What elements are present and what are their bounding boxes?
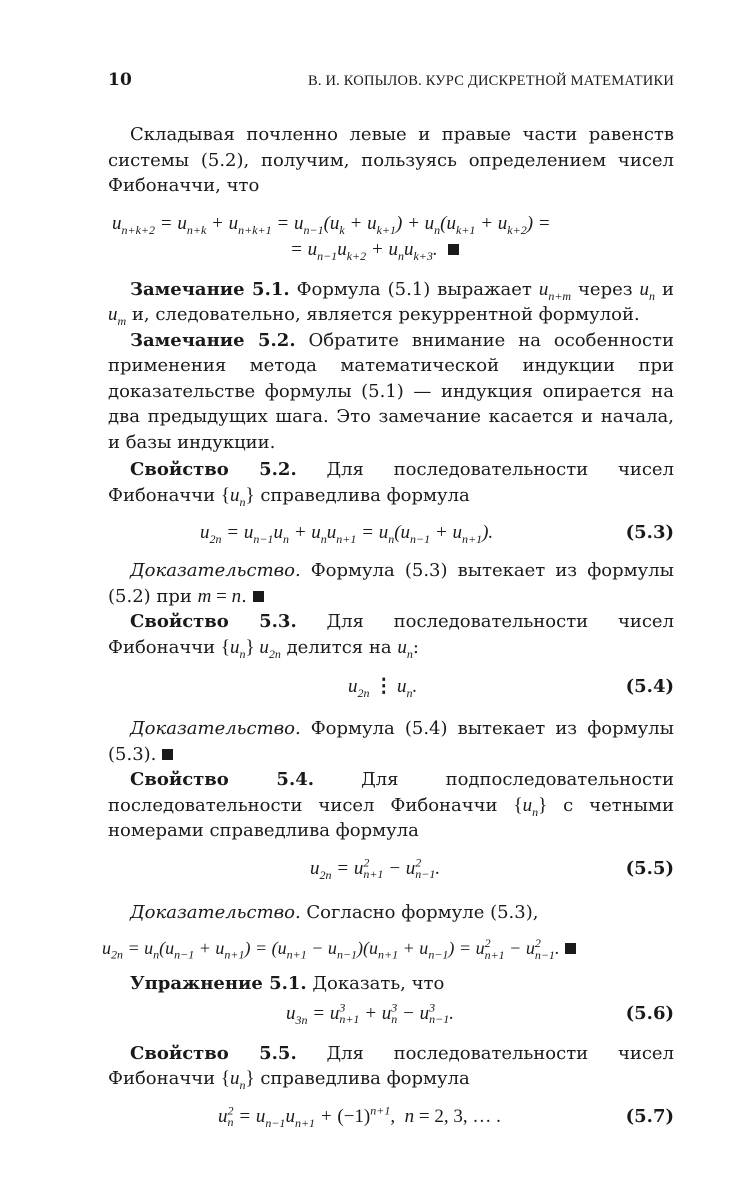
- end-of-proof-mark: [162, 749, 173, 760]
- property-5-3-text: Для последовательности чисел Фибоначчи: [108, 611, 675, 658]
- remark-5-2-text: Обратите внимание на особенности применения метода математической индукции при доказательстве формулы (5.1) — индукция опирается на два предыдущих шага. Это замечание касается и начала, и базы индукции.: [108, 329, 674, 453]
- formula-number: (5.3): [625, 522, 674, 543]
- remark-5-2: [108, 328, 674, 456]
- end-of-proof-mark: [448, 244, 459, 255]
- remark-5-1-text: Формула (5.1) выражает: [289, 278, 539, 300]
- proof-text: Формула (5.3) вытекает из формулы (5.2) при: [108, 560, 674, 607]
- property-5-5-text: Для последовательности чисел Фибоначчи: [108, 1042, 675, 1089]
- property-5-5-label: Свойство 5.5.: [130, 1042, 297, 1064]
- page-number: 10: [108, 70, 133, 90]
- end-of-proof-mark: [253, 591, 264, 602]
- exercise-5-1: [108, 971, 674, 997]
- property-5-3-label: Свойство 5.3.: [130, 611, 297, 632]
- page: [102, 70, 675, 1130]
- proof-5-5: [108, 900, 674, 926]
- property-5-3-text: :: [412, 636, 419, 658]
- property-5-3-text: делится на: [280, 636, 398, 658]
- proof-label: Доказательство.: [130, 718, 301, 739]
- proof-5-3: Доказательство. Формула (5.3) вытекает из формулы (5.2) при m = n.: [108, 560, 674, 607]
- formula-5-4: $u_{2n}$ ⋮ $u_n$. (5.4): [348, 676, 674, 700]
- formula-number: (5.4): [625, 676, 674, 697]
- property-5-4: Свойство 5.4. Для подпоследовательности последовательности чисел Фибоначчи $\{u_n\}$ с четными номерами справедлива формула: [108, 769, 674, 841]
- formula-number: (5.6): [625, 1002, 674, 1024]
- property-5-4-text: с четными номерами справедлива формула: [108, 794, 674, 841]
- proof-5-4: [108, 716, 674, 767]
- intro-paragraph: Складывая почленно левые и правые части равенств системы (5.2), получим, пользуясь определением чисел Фибоначчи, что: [108, 124, 674, 196]
- proof-text: Формула (5.4) вытекает из формулы (5.3).: [108, 718, 674, 765]
- property-5-4-text: Для подпоследовательности последовательности чисел Фибоначчи: [108, 769, 674, 816]
- formula-5-7: $u^2_n = u_{n-1}u_{n+1} + (-1)^{n+1}$, n = 2, 3, … . (5.7): [218, 1103, 674, 1130]
- proof-label: Доказательство.: [130, 901, 301, 923]
- formula-5-5: $u_{2n} = u^2_{n+1} - u^2_{n-1}$. (5.5): [310, 855, 674, 882]
- property-5-4-label: Свойство 5.4.: [130, 769, 315, 790]
- property-5-2: Свойство 5.2. Для последовательности чисел Фибоначчи $\{u_n\}$ справедлива формула: [108, 459, 675, 509]
- property-5-5-text: справедлива формула: [254, 1068, 470, 1089]
- remark-5-1-text: и, следовательно, является рекуррентной формулой.: [126, 304, 640, 325]
- remark-5-2-label: Замечание 5.2.: [130, 329, 296, 351]
- proof-text: .: [241, 585, 247, 607]
- exercise-5-1-label: Упражнение 5.1.: [130, 973, 307, 994]
- property-5-3: Свойство 5.3. Для последовательности чисел Фибоначчи $\{u_n\}$ $u_{2n}$ делится на $u_n$:: [108, 611, 675, 661]
- remark-5-1-text: и: [655, 278, 674, 300]
- proof-label: Доказательство.: [130, 560, 301, 581]
- proof-5-5-formula: $u_{2n} = u_n(u_{n-1} + u_{n+1}) = (u_{n+1} - u_{n-1})(u_{n+1} + u_{n-1}) = u^2_{n+1} - u^2_{n-1}$.: [102, 935, 674, 961]
- proof-text: Согласно формуле (5.3),: [300, 901, 539, 923]
- running-header: [108, 70, 674, 104]
- property-5-5: Свойство 5.5. Для последовательности чисел Фибоначчи $\{u_n\}$ справедлива формула: [108, 1042, 675, 1092]
- remark-5-1-label: Замечание 5.1.: [130, 278, 290, 300]
- formula-5-6: $u_{3n} = u^3_{n+1} + u^3_n - u^3_{n-1}$. (5.6): [286, 1000, 674, 1027]
- remark-5-1: Замечание 5.1. Формула (5.1) выражает $u_{n+m}$ через $u_n$ и $u_m$ и, следовательно, является рекуррентной формулой.: [108, 278, 674, 328]
- formula-number: (5.7): [625, 1105, 674, 1127]
- property-5-2-label: Свойство 5.2.: [130, 459, 297, 480]
- remark-5-1-text: через: [571, 278, 640, 300]
- end-of-proof-mark: [565, 943, 576, 954]
- property-5-2-text: Для последовательности чисел Фибоначчи: [108, 459, 675, 506]
- formula-number: (5.5): [625, 857, 674, 879]
- sum-formula: $u_{n+k+2} = u_{n+k} + u_{n+k+1} = u_{n-1}(u_k + u_{k+1}) + u_n(u_{k+1} + u_{k+2})$ = = $u_{n-1}u_{k+2} + u_nu_{k+3}$.: [112, 212, 551, 263]
- property-5-2-text: справедлива формула: [254, 484, 470, 506]
- exercise-5-1-text: Доказать, что: [306, 973, 445, 994]
- running-title: В. И. КОПЫЛОВ. КУРС ДИСКРЕТНОЙ МАТЕМАТИКИ: [307, 73, 674, 89]
- formula-5-3: $u_{2n} = u_{n-1}u_n + u_nu_{n+1} = u_n(u_{n-1} + u_{n+1})$. (5.3): [200, 522, 674, 546]
